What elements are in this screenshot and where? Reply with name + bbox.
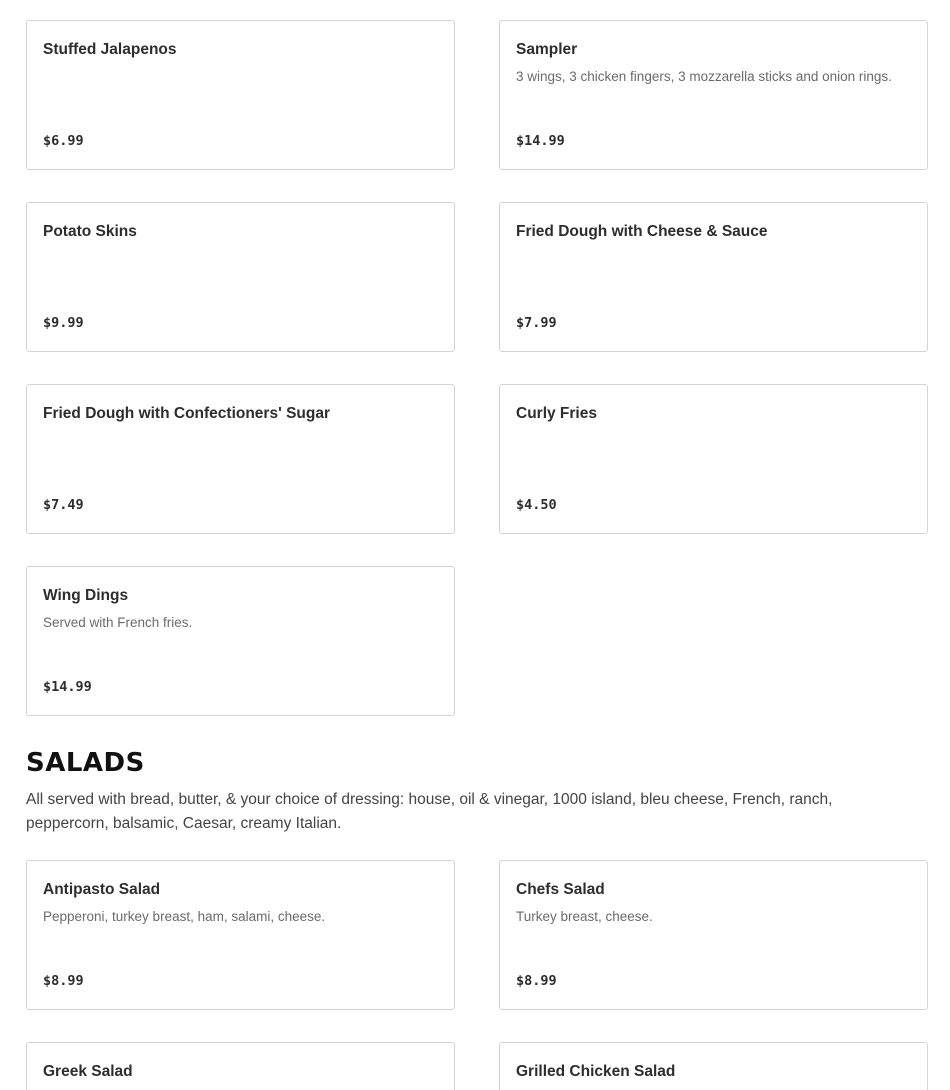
menu-item-card[interactable] xyxy=(499,20,928,170)
menu-item-name: Fried Dough with Cheese & Sauce xyxy=(516,223,768,240)
menu-item-name: Stuffed Jalapenos xyxy=(43,41,177,58)
salads-menu-grid xyxy=(26,860,928,1090)
menu-item-card[interactable] xyxy=(26,202,455,352)
appetizers-menu-grid xyxy=(26,20,928,716)
menu-item-name: Antipasto Salad xyxy=(43,881,161,898)
menu-item-card[interactable] xyxy=(26,566,455,716)
menu-item-price: $7.49 xyxy=(43,497,84,513)
menu-item-card[interactable] xyxy=(499,860,928,1010)
menu-item-name: Grilled Chicken Salad xyxy=(516,1063,676,1080)
menu-item-name: Potato Skins xyxy=(43,223,137,240)
menu-item-price: $14.99 xyxy=(516,133,565,149)
menu-item-name: Curly Fries xyxy=(516,405,597,422)
menu-item-card[interactable] xyxy=(26,860,455,1010)
menu-item-price: $8.99 xyxy=(516,973,557,989)
menu-item-name: Chefs Salad xyxy=(516,881,605,898)
menu-item-card[interactable] xyxy=(26,20,455,170)
menu-item-description: Pepperoni, turkey breast, ham, salami, cheese. xyxy=(43,909,326,924)
menu-item-name: Greek Salad xyxy=(43,1063,133,1080)
menu-item-description: Turkey breast, cheese. xyxy=(516,909,653,924)
section-title-salads: SALADS xyxy=(26,748,145,778)
menu-item-name: Wing Dings xyxy=(43,587,129,604)
menu-item-description: Served with French fries. xyxy=(43,615,193,630)
menu-item-price: $14.99 xyxy=(43,679,92,695)
menu-item-price: $9.99 xyxy=(43,315,84,331)
menu-item-price: $7.99 xyxy=(516,315,557,331)
menu-item-price: $4.50 xyxy=(516,497,557,513)
menu-item-card[interactable] xyxy=(499,384,928,534)
menu-item-price: $6.99 xyxy=(43,133,84,149)
menu-item-card[interactable] xyxy=(499,1042,928,1090)
menu-item-price: $8.99 xyxy=(43,973,84,989)
menu-item-name: Sampler xyxy=(516,41,578,58)
section-description-salads: All served with bread, butter, & your choice of dressing: house, oil & vinegar, 1000 island, bleu cheese, French, ranch, peppercorn, balsamic, Caesar, creamy Italian. xyxy=(26,791,833,832)
menu-item-card[interactable] xyxy=(26,384,455,534)
menu-item-card[interactable] xyxy=(26,1042,455,1090)
menu-item-description: 3 wings, 3 chicken fingers, 3 mozzarella sticks and onion rings. xyxy=(516,69,892,84)
menu-item-name: Fried Dough with Confectioners' Sugar xyxy=(43,405,330,422)
menu-item-card[interactable] xyxy=(499,202,928,352)
